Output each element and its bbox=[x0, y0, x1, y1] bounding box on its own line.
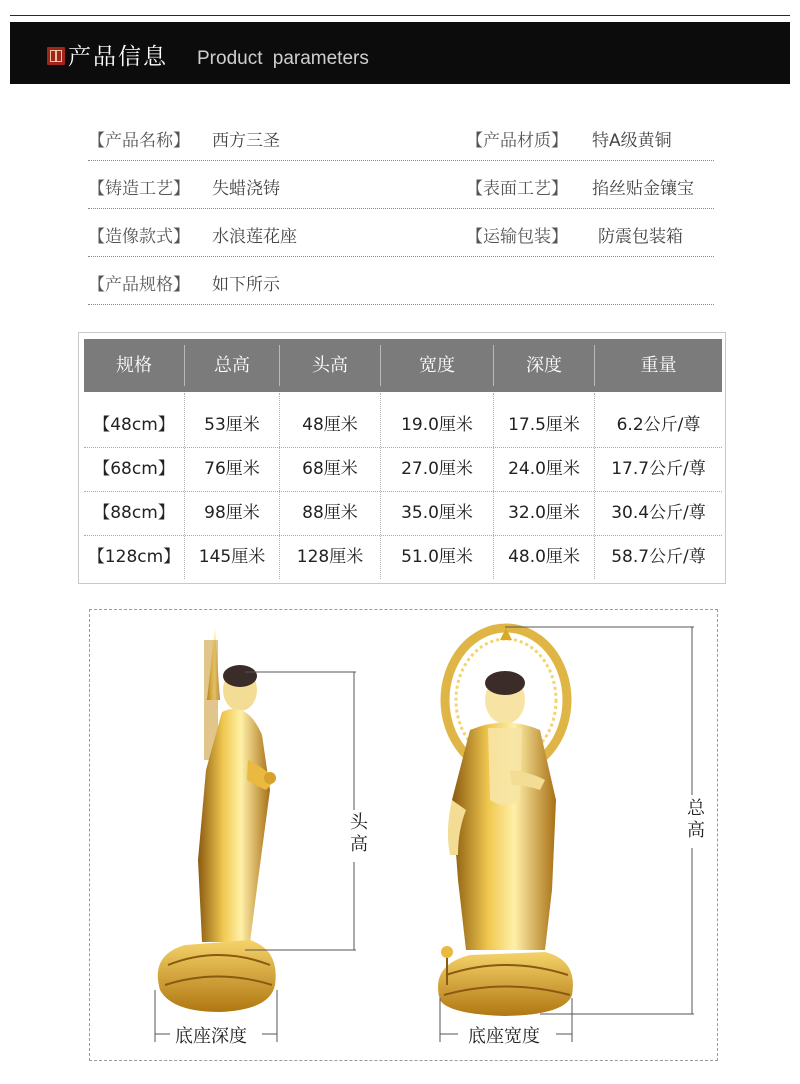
section-title-cn: 产品信息 bbox=[68, 44, 168, 70]
table-cell: 【48cm】 bbox=[93, 415, 175, 435]
base-width-label: 底座宽度 bbox=[468, 1022, 540, 1048]
table-cell: 27.0厘米 bbox=[401, 459, 473, 479]
table-cell: 【68cm】 bbox=[93, 459, 175, 479]
column-header: 重量 bbox=[640, 355, 677, 376]
base-depth-label: 底座深度 bbox=[175, 1022, 247, 1048]
table-cell: 19.0厘米 bbox=[401, 415, 473, 435]
table-cell: 98厘米 bbox=[204, 503, 260, 523]
column-header: 规格 bbox=[116, 355, 152, 376]
spec-value: 西方三圣 bbox=[212, 131, 280, 151]
spec-value: 特A级黄铜 bbox=[592, 131, 672, 151]
table-cell: 88厘米 bbox=[302, 503, 358, 523]
section-title-en: Product parameters bbox=[197, 48, 369, 69]
table-cell: 128厘米 bbox=[296, 547, 364, 567]
spec-label: 【产品材质】 bbox=[466, 131, 568, 151]
table-cell: 35.0厘米 bbox=[401, 503, 473, 523]
table-cell: 51.0厘米 bbox=[401, 547, 473, 567]
front-view-statue bbox=[438, 628, 573, 1016]
table-cell: 17.7公斤/尊 bbox=[611, 459, 706, 479]
spec-label: 【造像款式】 bbox=[88, 227, 190, 247]
table-cell: 48厘米 bbox=[302, 415, 358, 435]
head-height-label: 头高 bbox=[344, 812, 370, 856]
table-cell: 17.5厘米 bbox=[508, 415, 580, 435]
table-cell: 32.0厘米 bbox=[508, 503, 580, 523]
table-cell: 30.4公斤/尊 bbox=[611, 503, 706, 523]
table-cell: 76厘米 bbox=[204, 459, 260, 479]
table-cell: 【88cm】 bbox=[93, 503, 175, 523]
spec-value: 失蜡浇铸 bbox=[212, 179, 280, 199]
spec-value: 防震包装箱 bbox=[598, 227, 683, 247]
table-cell: 【128cm】 bbox=[87, 547, 181, 567]
table-cell: 145厘米 bbox=[198, 547, 266, 567]
column-header: 宽度 bbox=[419, 355, 455, 376]
spec-label: 【产品规格】 bbox=[88, 275, 190, 295]
total-height-label: 总高 bbox=[681, 798, 707, 842]
column-header: 总高 bbox=[214, 355, 250, 376]
column-header: 深度 bbox=[526, 355, 562, 376]
table-cell: 58.7公斤/尊 bbox=[611, 547, 706, 567]
spec-value: 掐丝贴金镶宝 bbox=[592, 179, 694, 199]
table-cell: 48.0厘米 bbox=[508, 547, 580, 567]
spec-label: 【铸造工艺】 bbox=[88, 179, 190, 199]
table-cell: 68厘米 bbox=[302, 459, 358, 479]
table-cell: 24.0厘米 bbox=[508, 459, 580, 479]
spec-value: 如下所示 bbox=[212, 275, 280, 295]
side-view-statue bbox=[158, 628, 276, 1012]
spec-label: 【运输包装】 bbox=[466, 227, 568, 247]
spec-label: 【表面工艺】 bbox=[466, 179, 568, 199]
table-cell: 53厘米 bbox=[204, 415, 260, 435]
spec-value: 水浪莲花座 bbox=[212, 227, 297, 247]
column-header: 头高 bbox=[312, 355, 348, 376]
spec-label: 【产品名称】 bbox=[88, 131, 190, 151]
table-cell: 6.2公斤/尊 bbox=[616, 415, 701, 435]
